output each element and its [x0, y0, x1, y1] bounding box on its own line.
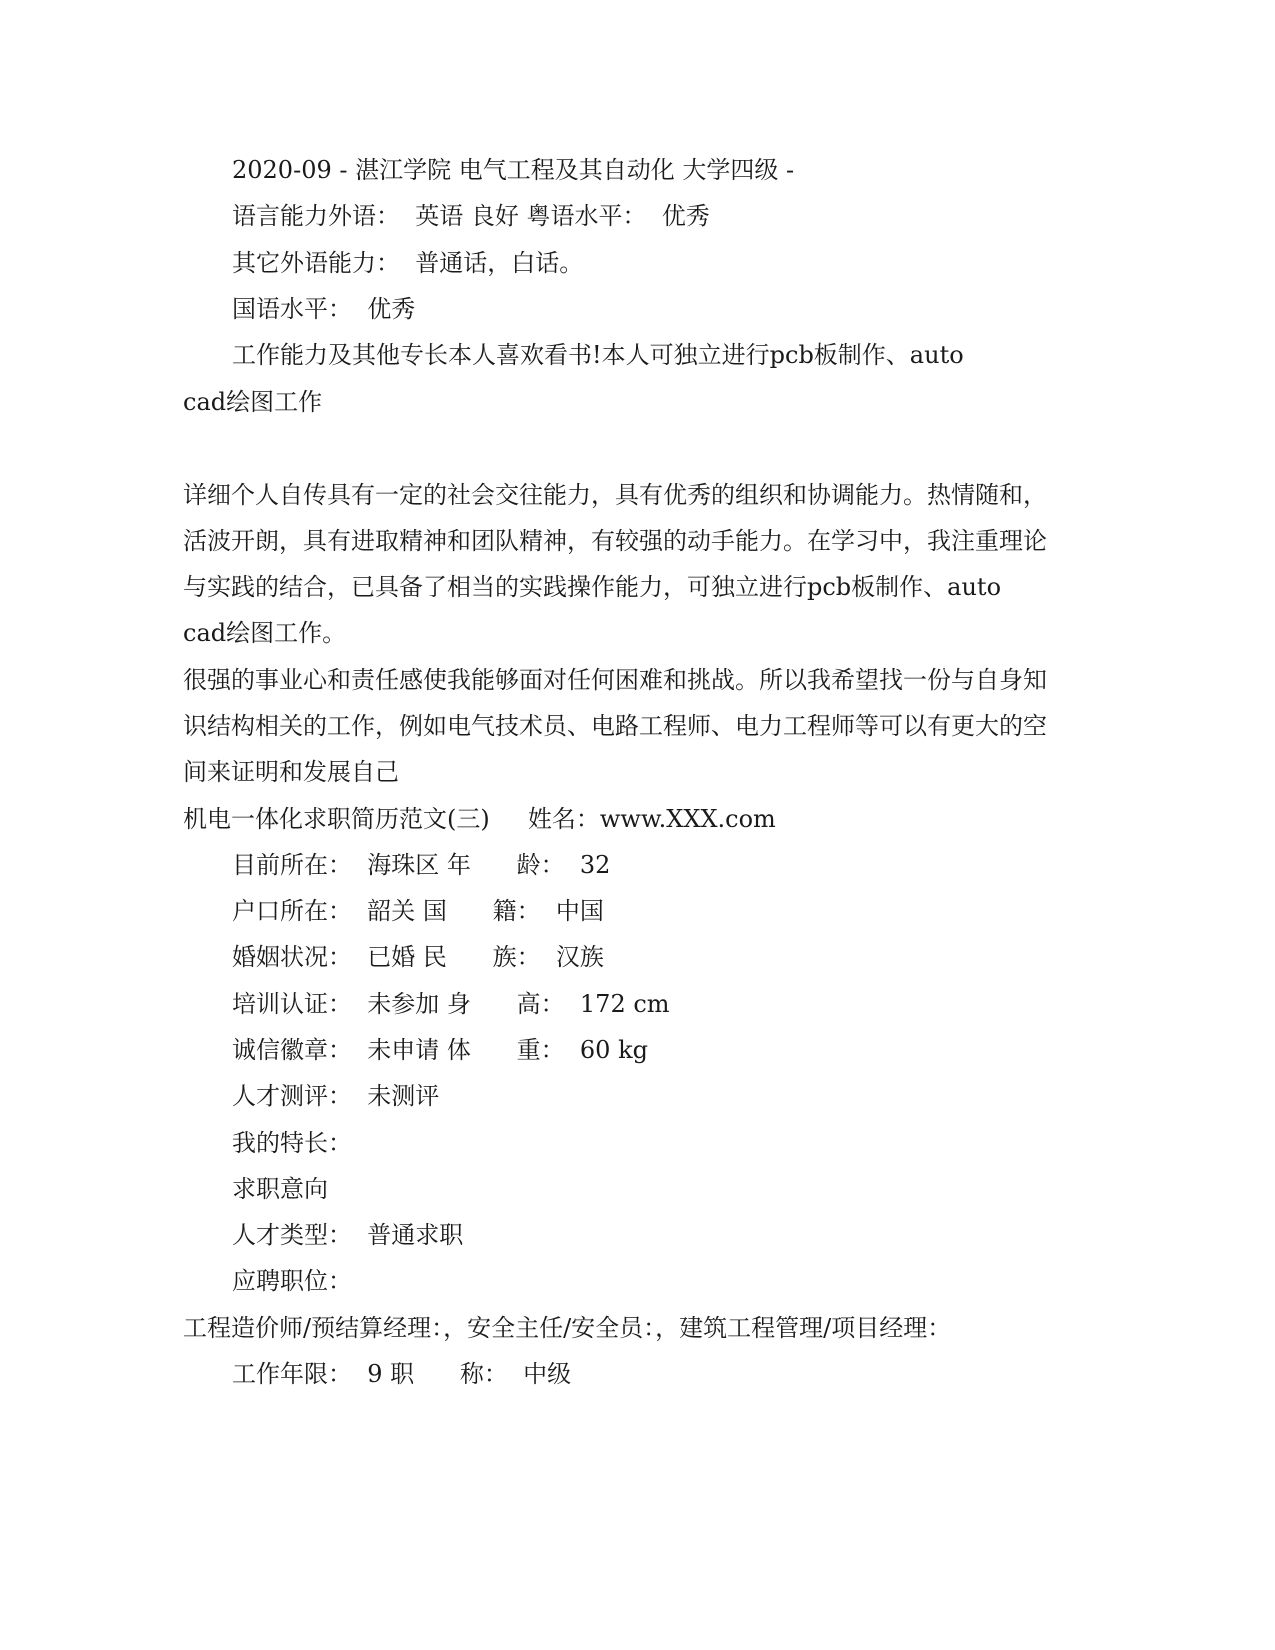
- resume-row-location: 目前所在： 海珠区 年 龄： 32: [232, 851, 611, 879]
- resume-row-badge: 诚信徽章： 未申请 体 重： 60 kg: [232, 1036, 648, 1064]
- resume-row-training: 培训认证： 未参加 身 高： 172 cm: [232, 990, 670, 1018]
- language-other-line: 其它外语能力： 普通话，白话。: [232, 249, 584, 277]
- resume-title: 机电一体化求职简历范文(三) 姓名：www.XXX.com: [183, 805, 776, 833]
- resume-row-intention: 求职意向: [232, 1175, 328, 1203]
- resume-row-assessment: 人才测评： 未测评: [232, 1082, 440, 1110]
- skills-line-2: cad绘图工作: [183, 388, 323, 416]
- education-line: 2020-09 - 湛江学院 电气工程及其自动化 大学四级 -: [232, 156, 795, 184]
- language-mandarin-line: 国语水平： 优秀: [232, 295, 416, 323]
- autobiography-line-7: 间来证明和发展自己: [183, 758, 399, 786]
- resume-row-marital: 婚姻状况： 已婚 民 族： 汉族: [232, 943, 604, 971]
- skills-line-1: 工作能力及其他专长本人喜欢看书!本人可独立进行pcb板制作、auto: [232, 341, 964, 369]
- autobiography-line-3: 与实践的结合，已具备了相当的实践操作能力，可独立进行pcb板制作、auto: [183, 573, 1002, 601]
- autobiography-line-6: 识结构相关的工作，例如电气技术员、电路工程师、电力工程师等可以有更大的空: [183, 712, 1047, 740]
- resume-row-hukou: 户口所在： 韶关 国 籍： 中国: [232, 897, 604, 925]
- resume-row-years: 工作年限： 9 职 称： 中级: [232, 1360, 572, 1388]
- autobiography-line-2: 活波开朗，具有进取精神和团队精神，有较强的动手能力。在学习中，我注重理论: [183, 527, 1047, 555]
- language-foreign-line: 语言能力外语： 英语 良好 粤语水平： 优秀: [232, 202, 710, 230]
- autobiography-line-1: 详细个人自传具有一定的社会交往能力，具有优秀的组织和协调能力。热情随和，: [183, 481, 1047, 509]
- resume-row-talent-type: 人才类型： 普通求职: [232, 1221, 464, 1249]
- resume-row-position: 应聘职位：: [232, 1267, 352, 1295]
- resume-row-specialty: 我的特长：: [232, 1129, 352, 1157]
- autobiography-line-5: 很强的事业心和责任感使我能够面对任何困难和挑战。所以我希望找一份与自身知: [183, 666, 1047, 694]
- resume-positions-list: 工程造价师/预结算经理：，安全主任/安全员：，建筑工程管理/项目经理：: [183, 1314, 952, 1342]
- autobiography-line-4: cad绘图工作。: [183, 619, 347, 647]
